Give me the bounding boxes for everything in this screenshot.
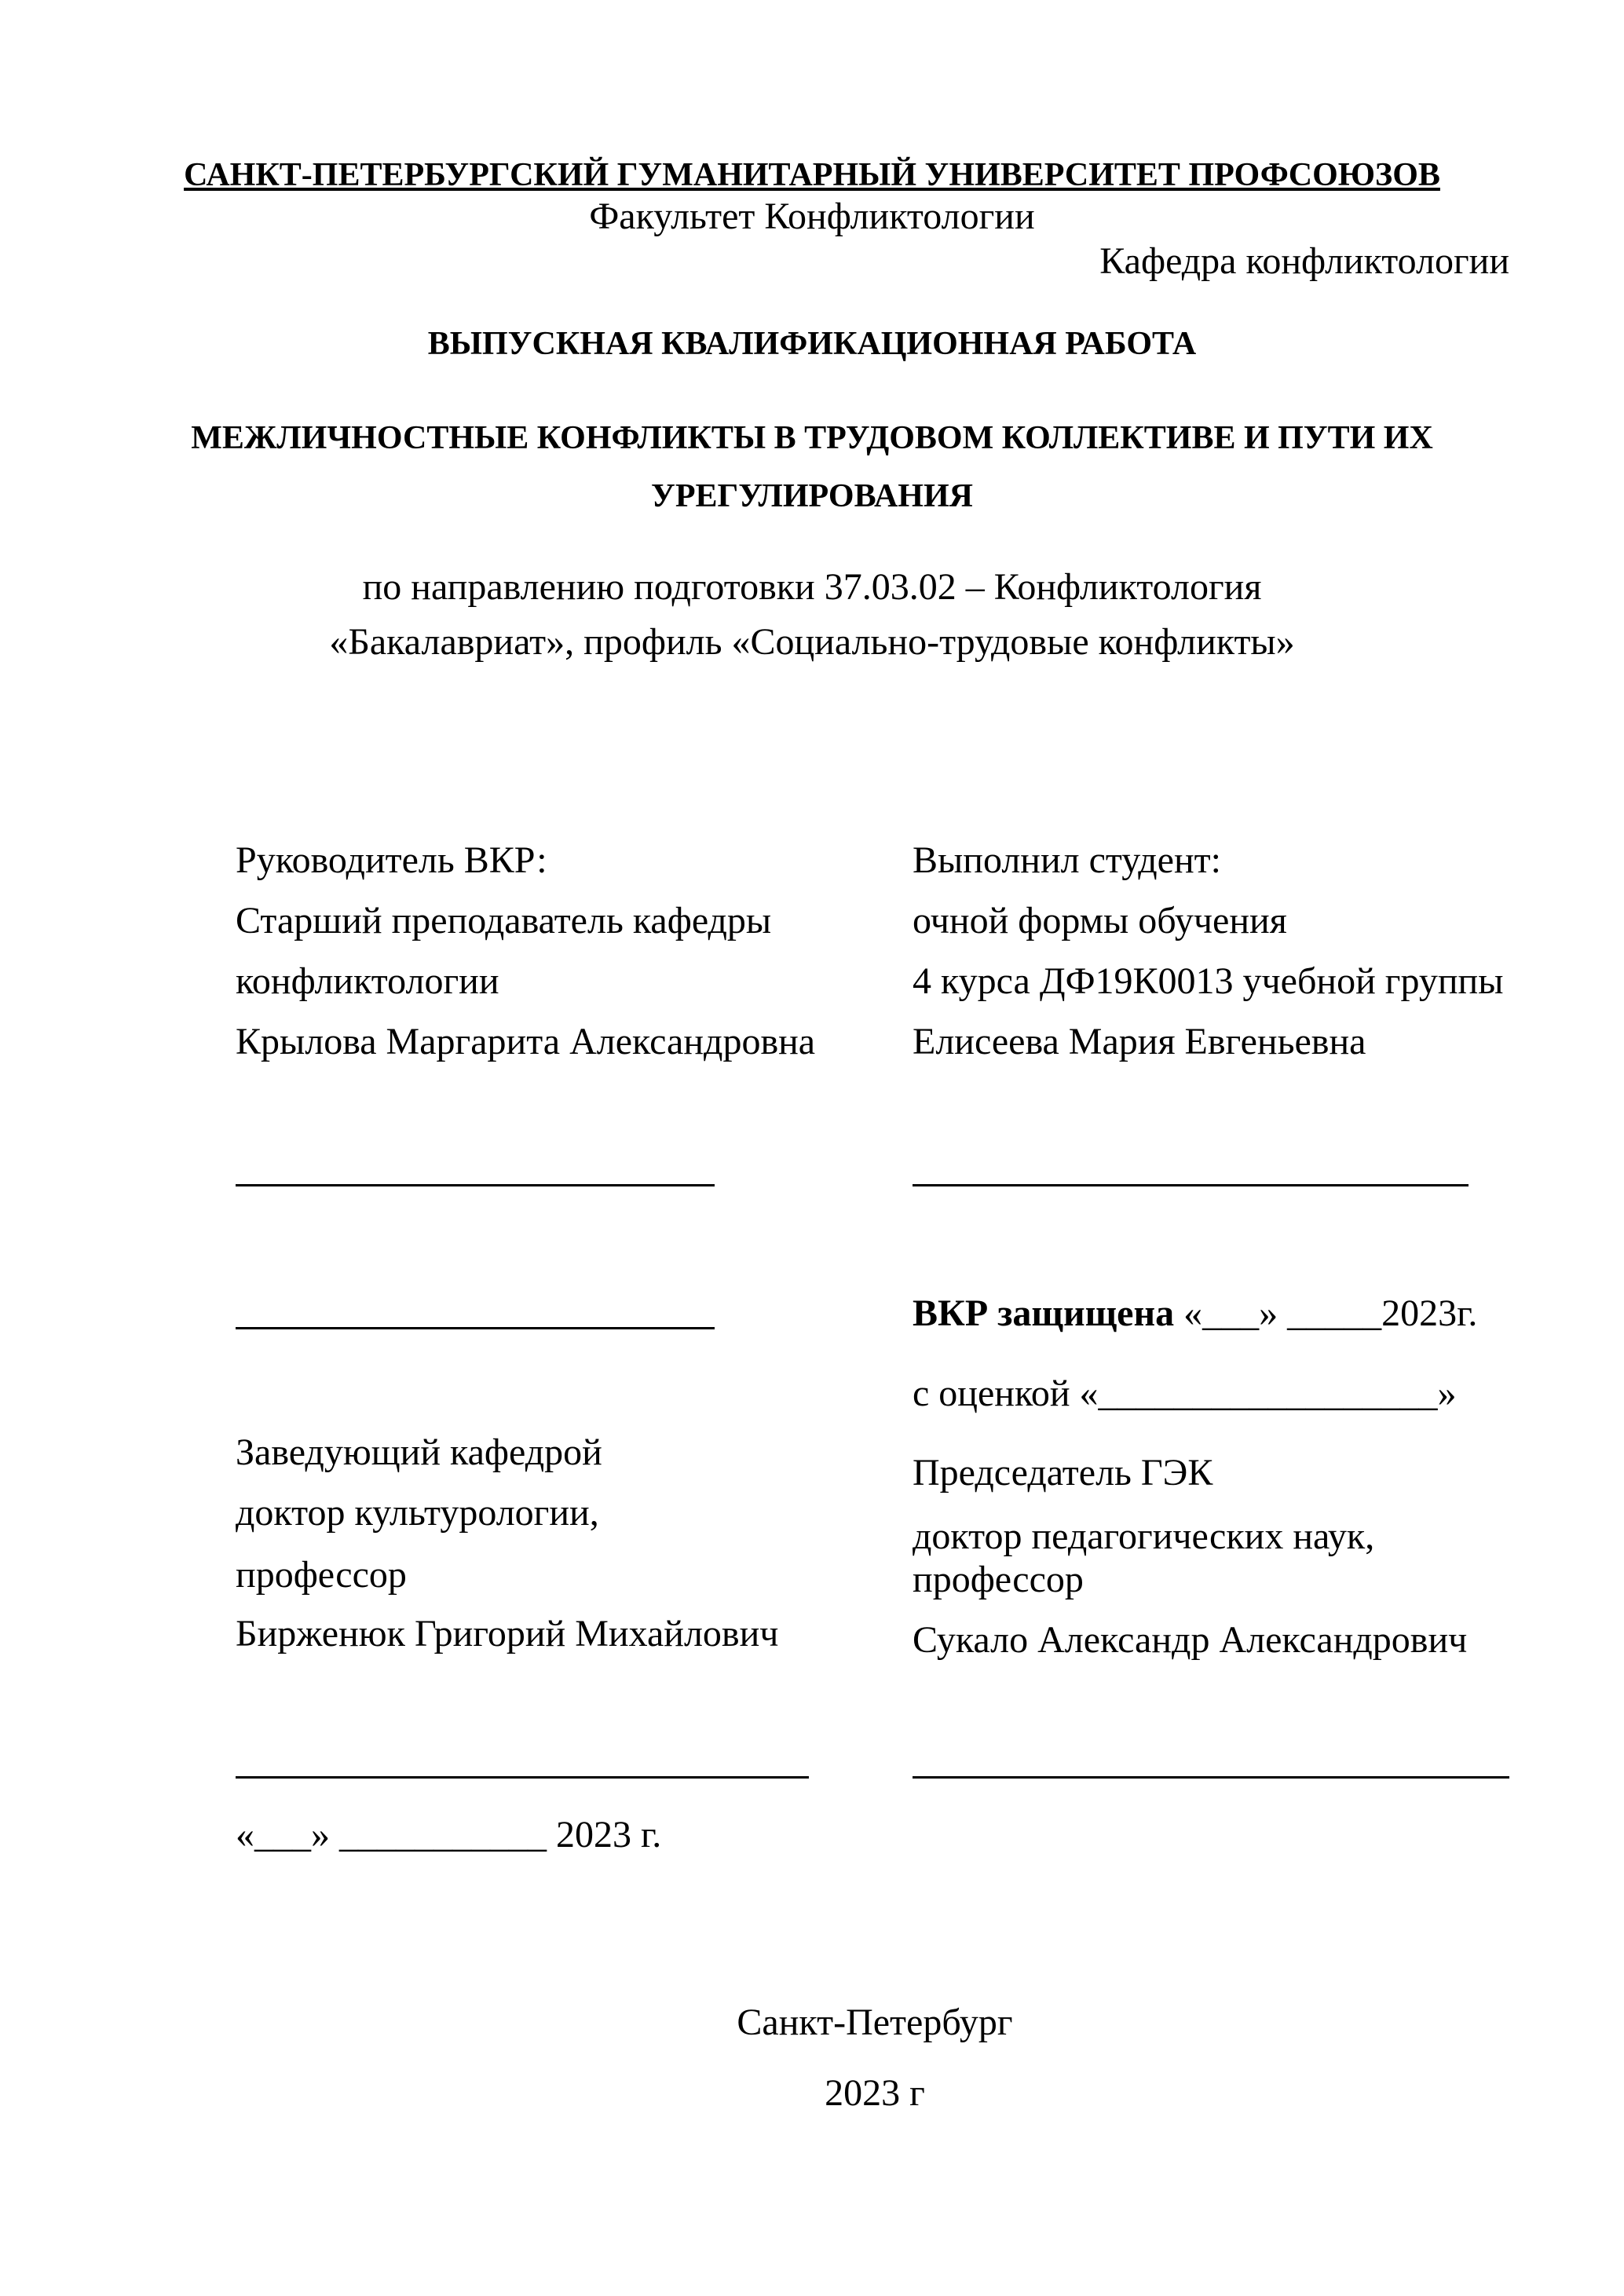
work-type: ВЫПУСКНАЯ КВАЛИФИКАЦИОННАЯ РАБОТА [427,326,1197,362]
direction-line-2: «Бакалавриат», профиль «Социально-трудовые конфликты» [329,621,1295,663]
head-rank: профессор [236,1554,407,1596]
year: 2023 г [825,2072,925,2114]
supervisor-signature-line [236,1184,715,1186]
department: Кафедра конфликтологии [1099,240,1509,282]
student-form: очной формы обучения [913,900,1287,941]
defense-date: «___» _____2023г. [1174,1292,1478,1334]
date-line: «___» ___________ 2023 г. [236,1814,662,1855]
student-signature-line [913,1184,1469,1186]
student-label: Выполнил студент: [913,839,1221,881]
signature-line [236,1327,715,1329]
chair-signature-line [913,1776,1509,1779]
direction-line-1: по направлению подготовки 37.03.02 – Конфликтология [362,566,1262,608]
chair-name: Сукало Александр Александрович [913,1619,1468,1661]
thesis-title-line-2: УРЕГУЛИРОВАНИЯ [651,478,973,514]
city: Санкт-Петербург [737,2002,1013,2043]
student-name: Елисеева Мария Евгеньевна [913,1021,1366,1062]
grade-line: с оценкой «__________________» [913,1373,1457,1414]
chair-degree: доктор педагогических наук, [913,1515,1375,1557]
supervisor-label: Руководитель ВКР: [236,839,547,881]
head-name: Бирженюк Григорий Михайлович [236,1613,779,1654]
thesis-title-line-1: МЕЖЛИЧНОСТНЫЕ КОНФЛИКТЫ В ТРУДОВОМ КОЛЛЕКТИВЕ И ПУТИ ИХ [191,420,1433,456]
chair-title: Председатель ГЭК [913,1452,1213,1493]
chair-rank: профессор [913,1559,1084,1600]
head-title: Заведующий кафедрой [236,1431,602,1473]
supervisor-position-cont: конфликтологии [236,960,499,1002]
supervisor-position: Старший преподаватель кафедры [236,900,772,941]
head-degree: доктор культурологии, [236,1492,599,1534]
faculty: Факультет Конфликтологии [589,196,1035,237]
head-signature-line [236,1776,809,1779]
university-name: САНКТ-ПЕТЕРБУРГСКИЙ ГУМАНИТАРНЫЙ УНИВЕРСИТЕТ ПРОФСОЮЗОВ [184,157,1440,193]
defense-label: ВКР защищена [913,1292,1175,1334]
student-group: 4 курса ДФ19К0013 учебной группы [913,960,1504,1002]
supervisor-name: Крылова Маргарита Александровна [236,1021,816,1062]
defense-line [913,1292,1477,1336]
